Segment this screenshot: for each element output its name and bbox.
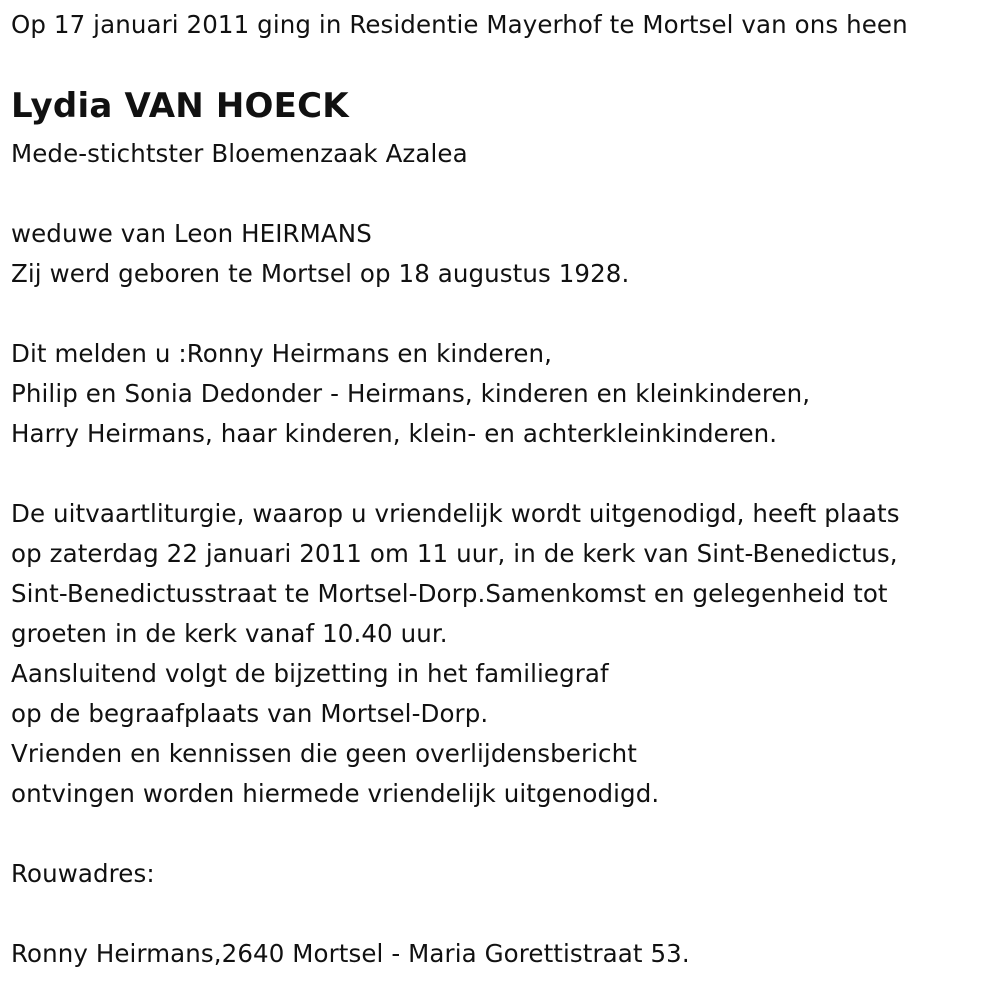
intro-text: Op 17 januari 2011 ging in Residentie Mayerhof te Mortsel van ons heen [11,10,908,39]
deceased-name: Lydia VAN HOECK [11,86,349,126]
deceased-subtitle: Mede-stichtster Bloemenzaak Azalea [11,139,468,168]
family-line: Dit melden u :Ronny Heirmans en kinderen, [11,339,553,368]
address-text: Ronny Heirmans,2640 Mortsel - Maria Gorettistraat 53. [11,939,690,968]
ceremony-line: op de begraafplaats van Mortsel-Dorp. [11,699,489,728]
obituary-notice [11,0,991,990]
family-line: Philip en Sonia Dedonder - Heirmans, kinderen en kleinkinderen, [11,379,811,408]
ceremony-line: Sint-Benedictusstraat te Mortsel-Dorp.Samenkomst en gelegenheid tot [11,579,888,608]
ceremony-line: groeten in de kerk vanaf 10.40 uur. [11,619,448,648]
address-label: Rouwadres: [11,859,155,888]
ceremony-line: ontvingen worden hiermede vriendelijk uitgenodigd. [11,779,660,808]
ceremony-line: Vrienden en kennissen die geen overlijdensbericht [11,739,637,768]
widow-of-text: weduwe van Leon HEIRMANS [11,219,372,248]
ceremony-line: op zaterdag 22 januari 2011 om 11 uur, in de kerk van Sint-Benedictus, [11,539,898,568]
ceremony-line: Aansluitend volgt de bijzetting in het familiegraf [11,659,609,688]
family-line: Harry Heirmans, haar kinderen, klein- en achterkleinkinderen. [11,419,778,448]
birth-text: Zij werd geboren te Mortsel op 18 augustus 1928. [11,259,630,288]
ceremony-line: De uitvaartliturgie, waarop u vriendelijk wordt uitgenodigd, heeft plaats [11,499,900,528]
